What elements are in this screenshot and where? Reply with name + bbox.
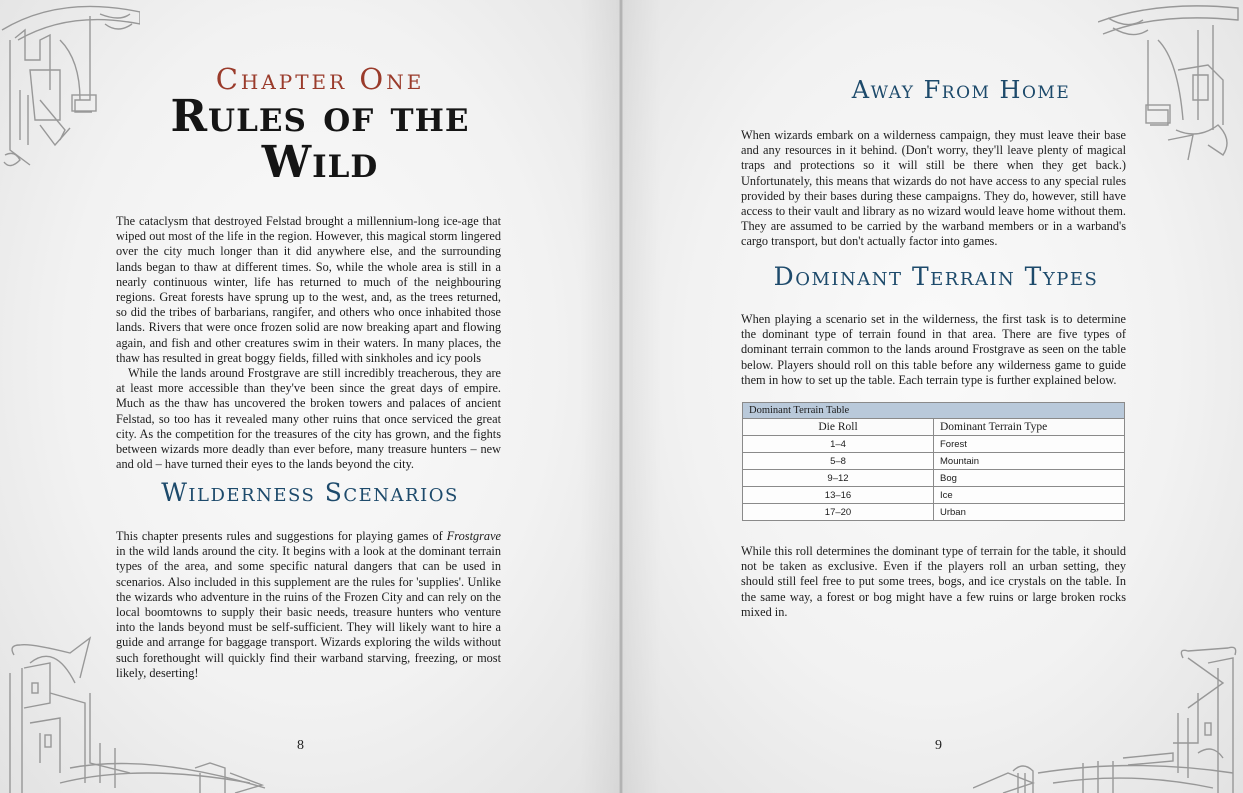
intro-paragraph: The cataclysm that destroyed Felstad brought a millennium-long ice-age that wiped out most of the life in the region. However, this magical storm lingered over the city much longer than it did anywhere else, and the surrounding lands began to thaw at different times. So, while the whole area is still in a nearly continuous winter, life has returned to much of the neighbouring regions. Great forests have sprung up to the west, and, as the trees returned, so did the tribes of barbarians, rangifer, and others who once inhabited those lands. Rivers that were once frozen solid are now breaking apart and flowing again, and fish and other creatures swim in their waters. In many places, the thaw has resulted in great boggy fields, filled with sinkholes and icy pools bbox=[116, 214, 501, 365]
die-roll-cell: 13–16 bbox=[743, 487, 934, 504]
chapter-kicker: Chapter One bbox=[215, 62, 425, 96]
die-roll-cell: 17–20 bbox=[743, 504, 934, 521]
table-row bbox=[743, 453, 1125, 470]
terrain-intro-text bbox=[741, 312, 1126, 388]
book-title-italic: Frostgrave bbox=[446, 529, 501, 543]
terrain-type-cell: Forest bbox=[934, 436, 1125, 453]
chapter-title bbox=[90, 91, 550, 188]
terrain-type-cell: Urban bbox=[934, 504, 1125, 521]
die-roll-cell: 5–8 bbox=[743, 453, 934, 470]
table-row bbox=[743, 504, 1125, 521]
wilderness-paragraph bbox=[116, 529, 501, 681]
closing-paragraph: While this roll determines the dominant type of terrain for the table, it should not be taken as exclusive. Even if the players roll an urban setting, they should still feel free to put some trees, bogs, and ice crystals on the table. In the same way, a forest or bog might have a few ruins or large broken rocks mixed in. bbox=[741, 544, 1126, 619]
column-header-die-roll: Die Roll bbox=[743, 419, 934, 436]
terrain-type-cell: Bog bbox=[934, 470, 1125, 487]
right-page bbox=[621, 0, 1243, 793]
page-number: 9 bbox=[935, 738, 942, 753]
table-caption: Dominant Terrain Table bbox=[743, 403, 1125, 419]
book-gutter bbox=[619, 0, 623, 793]
die-roll-cell: 9–12 bbox=[743, 470, 934, 487]
closing-text bbox=[741, 544, 1126, 620]
intro-text bbox=[116, 214, 501, 472]
table-row bbox=[743, 436, 1125, 453]
away-paragraph: When wizards embark on a wilderness campaign, they must leave their base and any resources in it behind. (Don't worry, they'll leave plenty of magical traps and protections so it will still be there when they get back.) Unfortunately, this means that wizards do not have access to any special rules provided by their bases during these campaigns. They do, however, still have access to their vault and library as no wizard would leave home without them. They are assumed to be carried by the warband members or in a warband's cargo transport, but don't actually factor into games. bbox=[741, 128, 1126, 249]
table-header-row bbox=[743, 419, 1125, 436]
terrain-type-cell: Ice bbox=[934, 487, 1125, 504]
text-run: This chapter presents rules and suggestions for playing games of bbox=[116, 529, 447, 543]
section-heading-away-from-home: Away From Home bbox=[851, 76, 1071, 104]
section-heading-wilderness-scenarios: Wilderness Scenarios bbox=[161, 478, 459, 507]
dominant-terrain-table bbox=[742, 402, 1125, 521]
chapter-title-line-1: Rules of the bbox=[170, 91, 470, 142]
section-heading-dominant-terrain-types: Dominant Terrain Types bbox=[773, 262, 1099, 291]
away-from-home-text bbox=[741, 128, 1126, 250]
column-header-terrain-type: Dominant Terrain Type bbox=[934, 419, 1125, 436]
wilderness-scenarios-text bbox=[116, 529, 501, 681]
left-page bbox=[0, 0, 621, 793]
terrain-type-cell: Mountain bbox=[934, 453, 1125, 470]
terrain-paragraph: When playing a scenario set in the wilderness, the first task is to determine the dominant type of terrain found in that area. There are five types of dominant terrain common to the lands around Frostgrave as seen on the table below. Players should roll on this table before any wilderness game to guide them in how to set up the table. Each terrain type is further explained below. bbox=[741, 312, 1126, 387]
text-run: in the wild lands around the city. It begins with a look at the dominant terrain types of the area, and some specific natural dangers that can be used in scenarios. Also included in this supplement are the rules for 'supplies'. Unlike the wizards who adventure in the ruins of the Frozen City and can rely on the local boomtowns to supply their basic needs, treasure hunters who venture into the lands beyond must be self-sufficient. They will likely want to hire a guide and arrange for baggage transport. Wizards exploring the wilds without such forethought will quickly find their warband starving, freezing, or most likely, deserting! bbox=[116, 544, 501, 680]
ornament-castle-corner-icon bbox=[973, 623, 1243, 793]
table-row bbox=[743, 470, 1125, 487]
table-caption-row bbox=[743, 403, 1125, 419]
chapter-title-line-2: Wild bbox=[261, 137, 379, 188]
intro-paragraph: While the lands around Frostgrave are still incredibly treacherous, they are at least more accessible than they've been since the great days of empire. Much as the thaw has uncovered the broken towers and palaces of ancient Felstad, so too has it revealed many other ruins that once serviced the great city. As the competition for the treasures of the city has grown, and the fights between wizards more deadly than ever before, many treasure hunters – new and old – have turned their eyes to the lands beyond the city. bbox=[116, 366, 501, 472]
die-roll-cell: 1–4 bbox=[743, 436, 934, 453]
page-number: 8 bbox=[297, 738, 304, 753]
table-row bbox=[743, 487, 1125, 504]
